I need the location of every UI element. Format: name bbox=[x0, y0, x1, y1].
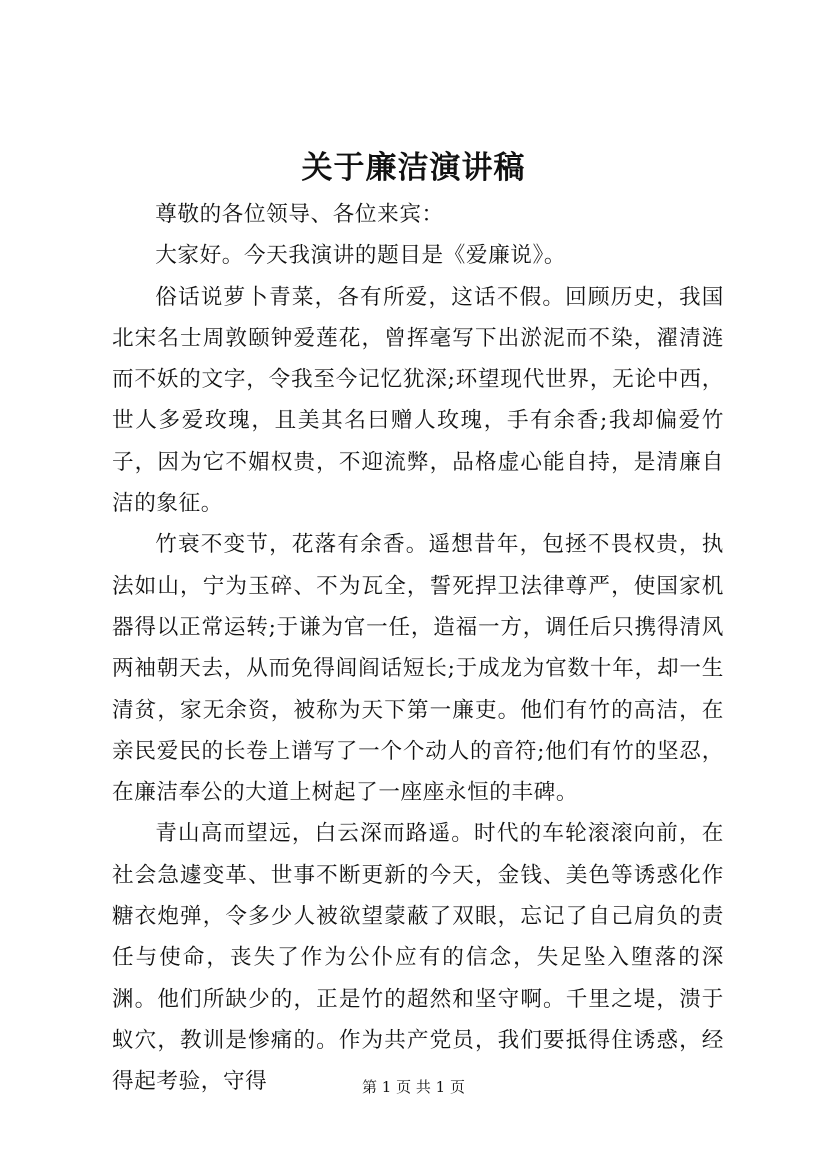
paragraph-body-1: 俗话说萝卜青菜，各有所爱，这话不假。回顾历史，我国北宋名士周敦颐钟爱莲花，曾挥毫写下出淤泥而不染，濯清涟而不妖的文字，令我至今记忆犹深;环望现代世界，无论中西，世人多爱玫瑰，且美其名曰赠人玫瑰，手有余香;我却偏爱竹子，因为它不媚权贵，不迎流弊，品格虚心能自持，是清廉自洁的象征。 bbox=[112, 284, 724, 517]
paragraph-greeting: 大家好。今天我演讲的题目是《爱廉说》。 bbox=[155, 243, 567, 269]
document-body bbox=[112, 194, 724, 1103]
paragraph-body-2: 竹衰不变节，花落有余香。遥想昔年，包拯不畏权贵，执法如山，宁为玉碎、不为瓦全，誓死捍卫法律尊严，使国家机器得以正常运转;于谦为官一任，造福一方，调任后只携得清风两袖朝天去，从而免得闾阎话短长;于成龙为官数十年，却一生清贫，家无余资，被称为天下第一廉吏。他们有竹的高洁，在亲民爱民的长卷上谱写了一个个动人的音符;他们有竹的坚忍，在廉洁奉公的大道上树起了一座座永恒的丰碑。 bbox=[112, 532, 724, 806]
page-number-footer: 第 1 页 共 1 页 bbox=[362, 1078, 465, 1096]
paragraph-salutation: 尊敬的各位领导、各位来宾： bbox=[155, 202, 444, 227]
document-title: 关于廉洁演讲稿 bbox=[301, 150, 526, 186]
paragraph-body-3: 青山高而望远，白云深而路遥。时代的车轮滚滚向前，在社会急遽变革、世事不断更新的今天，金钱、美色等诱惑化作糖衣炮弹，令多少人被欲望蒙蔽了双眼，忘记了自己肩负的责任与使命，丧失了作为公仆应有的信念，失足坠入堕落的深渊。他们所缺少的，正是竹的超然和坚守啊。千里之堤，溃于蚁穴，教训是惨痛的。作为共产党员，我们要抵得住诱惑，经得起考验，守得 bbox=[112, 821, 724, 1095]
